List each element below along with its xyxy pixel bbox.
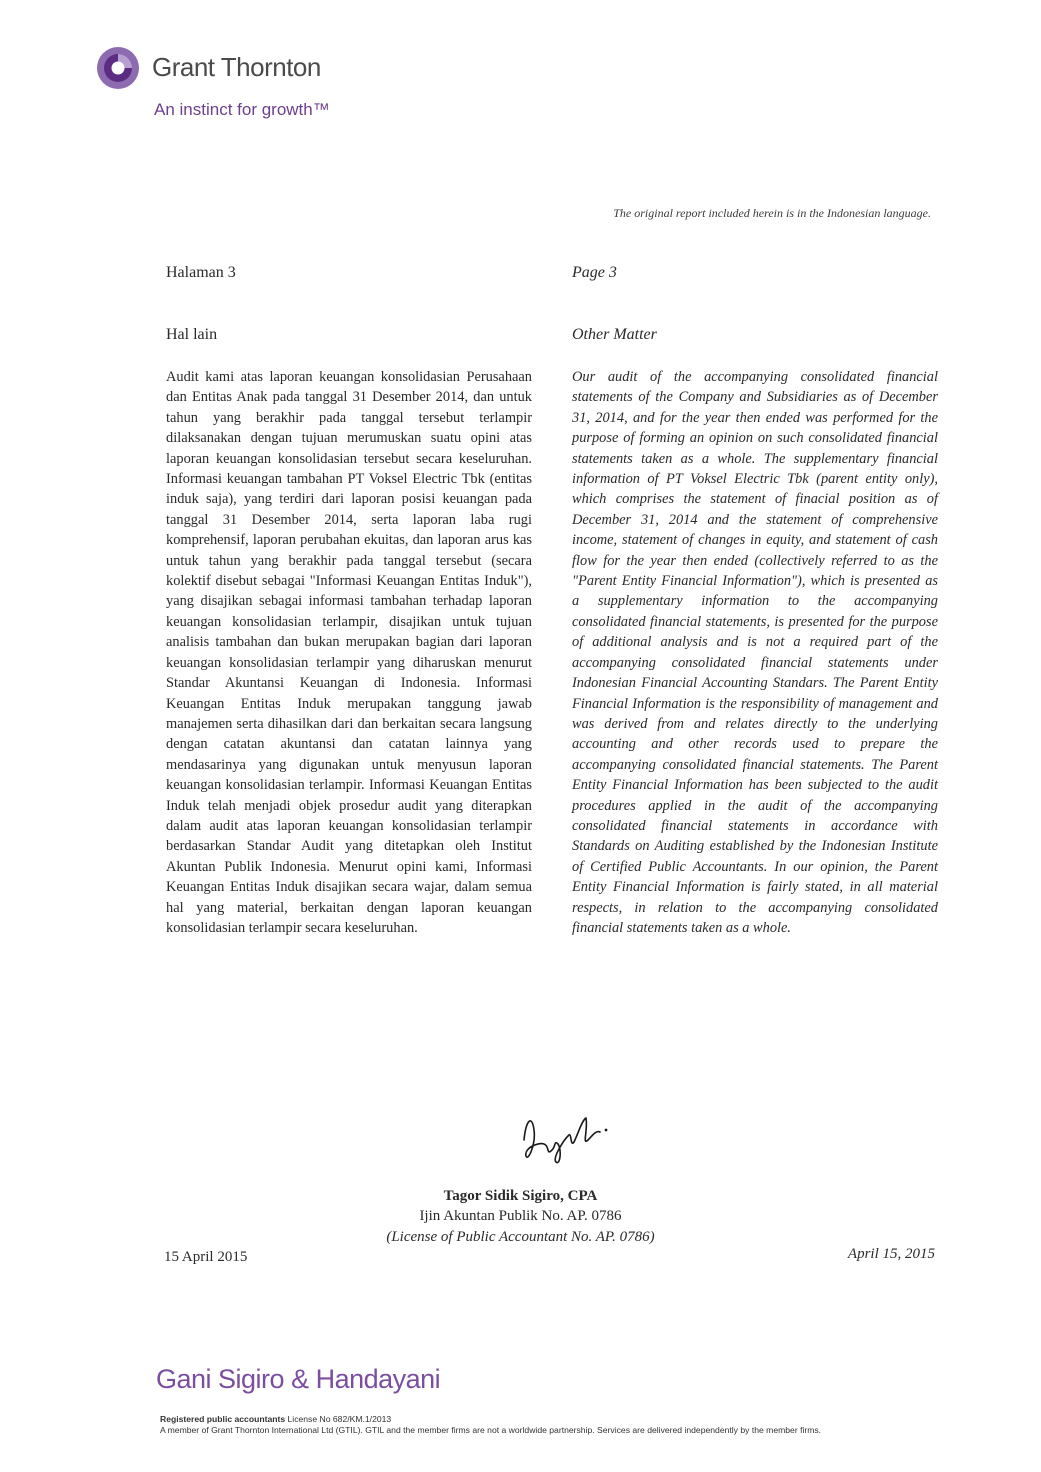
section-heading-en: Other Matter [572, 326, 657, 343]
original-language-note: The original report included herein is in the Indonesian language. [613, 206, 931, 220]
logo-tagline: An instinct for growth™ [154, 100, 330, 119]
page-number-en: Page 3 [572, 264, 617, 281]
date-id: 15 April 2015 [164, 1249, 248, 1265]
english-column [572, 0, 938, 1100]
footer-member-note: A member of Grant Thornton International Ltd (GTIL). GTIL and the member firms are not a worldwide partnership. Services are delivered independently by the member firms. [160, 1425, 822, 1435]
logo-name: Grant Thornton [152, 52, 321, 82]
signer-license: Ijin Akuntan Publik No. AP. 0786 [419, 1208, 622, 1224]
signer-block [0, 1186, 1041, 1248]
footer-registered-label: Registered public accountants [160, 1414, 286, 1424]
page-number-id: Halaman 3 [166, 264, 236, 281]
indonesian-column [166, 0, 532, 1100]
firm-name: Gani Sigiro & Handayani [156, 1364, 441, 1394]
paragraph-id: Audit kami atas laporan keuangan konsolidasian Perusahaan dan Entitas Anak pada tanggal 31 Desember 2014, dan untuk tahun yang berakhir pada tanggal tersebut terlampir dilaksanakan dengan tujuan merumuskan suatu opini atas laporan keuangan konsolidasian tersebut secara keseluruhan. Informasi keuangan tambahan PT Voksel Electric Tbk (entitas induk saja), yang terdiri dari laporan posisi keuangan pada tanggal 31 Desember 2014, serta laporan laba rugi komprehensif, laporan perubahan ekuitas, dan laporan arus kas untuk tahun yang berakhir pada tanggal tersebut (secara kolektif disebut sebagai "Informasi Keuangan Entitas Induk"), yang disajikan sebagai informasi tambahan terhadap laporan keuangan konsolidasian terlampir, disajikan untuk tujuan analisis tambahan dan bukan merupakan bagian dari laporan keuangan konsolidasian terlampir yang diharuskan menurut Standar Akuntansi Keuangan di Indonesia. Informasi Keuangan Entitas Induk merupakan tanggung jawab manajemen serta dihasilkan dari dan berkaitan secara langsung dengan catatan akuntansi dan catatan lainnya yang mendasarinya yang digunakan untuk menyusun laporan keuangan konsolidasian terlampir. Informasi Keuangan Entitas Induk telah menjadi objek prosedur audit yang diterapkan dalam audit atas laporan keuangan konsolidasian terlampir berdasarkan Standar Audit yang ditetapkan oleh Institut Akuntan Publik Indonesia. Menurut opini kami, Informasi Keuangan Entitas Induk disajikan secara wajar, dalam semua hal yang material, berkaitan dengan laporan keuangan konsolidasian terlampir secara keseluruhan. [166, 369, 532, 936]
signer-license-en: (License of Public Accountant No. AP. 0786) [386, 1229, 655, 1245]
paragraph-en: Our audit of the accompanying consolidated financial statements of the Company and Subsidiaries as of December 31, 2014, and for the year then ended was performed for the purpose of forming an opinion on such consolidated financial statements taken as a whole. The supplementary financial information of PT Voksel Electric Tbk (parent entity only), which comprises the statement of finacial position as of December 31, 2014 and the statement of comprehensive income, statement of changes in equity, and statement of cash flow for the year then ended (collectively referred to as the "Parent Entity Financial Information"), which is presented as a supplementary information to the accompanying consolidated financial statements, is presented for the purpose of additional analysis and is not a required part of the accompanying consolidated financial statements under Indonesian Financial Accounting Standars. The Parent Entity Financial Information is the responsibility of management and was derived from and relates directly to the underlying accounting and other records used to prepare the accompanying consolidated financial statements. The Parent Entity Financial Information has been subjected to the audit procedures applied in the audit of the accompanying consolidated financial statements in accordance with Standards on Auditing established by the Indonesian Institute of Certified Public Accountants. In our opinion, the Parent Entity Financial Information is fairly stated, in all material respects, in relation to the accompanying consolidated financial statements taken as a whole. [572, 369, 938, 936]
signer-name: Tagor Sidik Sigiro, CPA [443, 1188, 598, 1204]
date-en: April 15, 2015 [847, 1246, 935, 1262]
grant-thornton-logo-icon [96, 46, 140, 90]
footer-license: License No 682/KM.1/2013 [287, 1414, 392, 1424]
footer-legal [160, 1414, 821, 1436]
section-heading-id: Hal lain [166, 326, 218, 343]
footer-registration-line [160, 1414, 821, 1425]
handwritten-signature [516, 1100, 612, 1172]
